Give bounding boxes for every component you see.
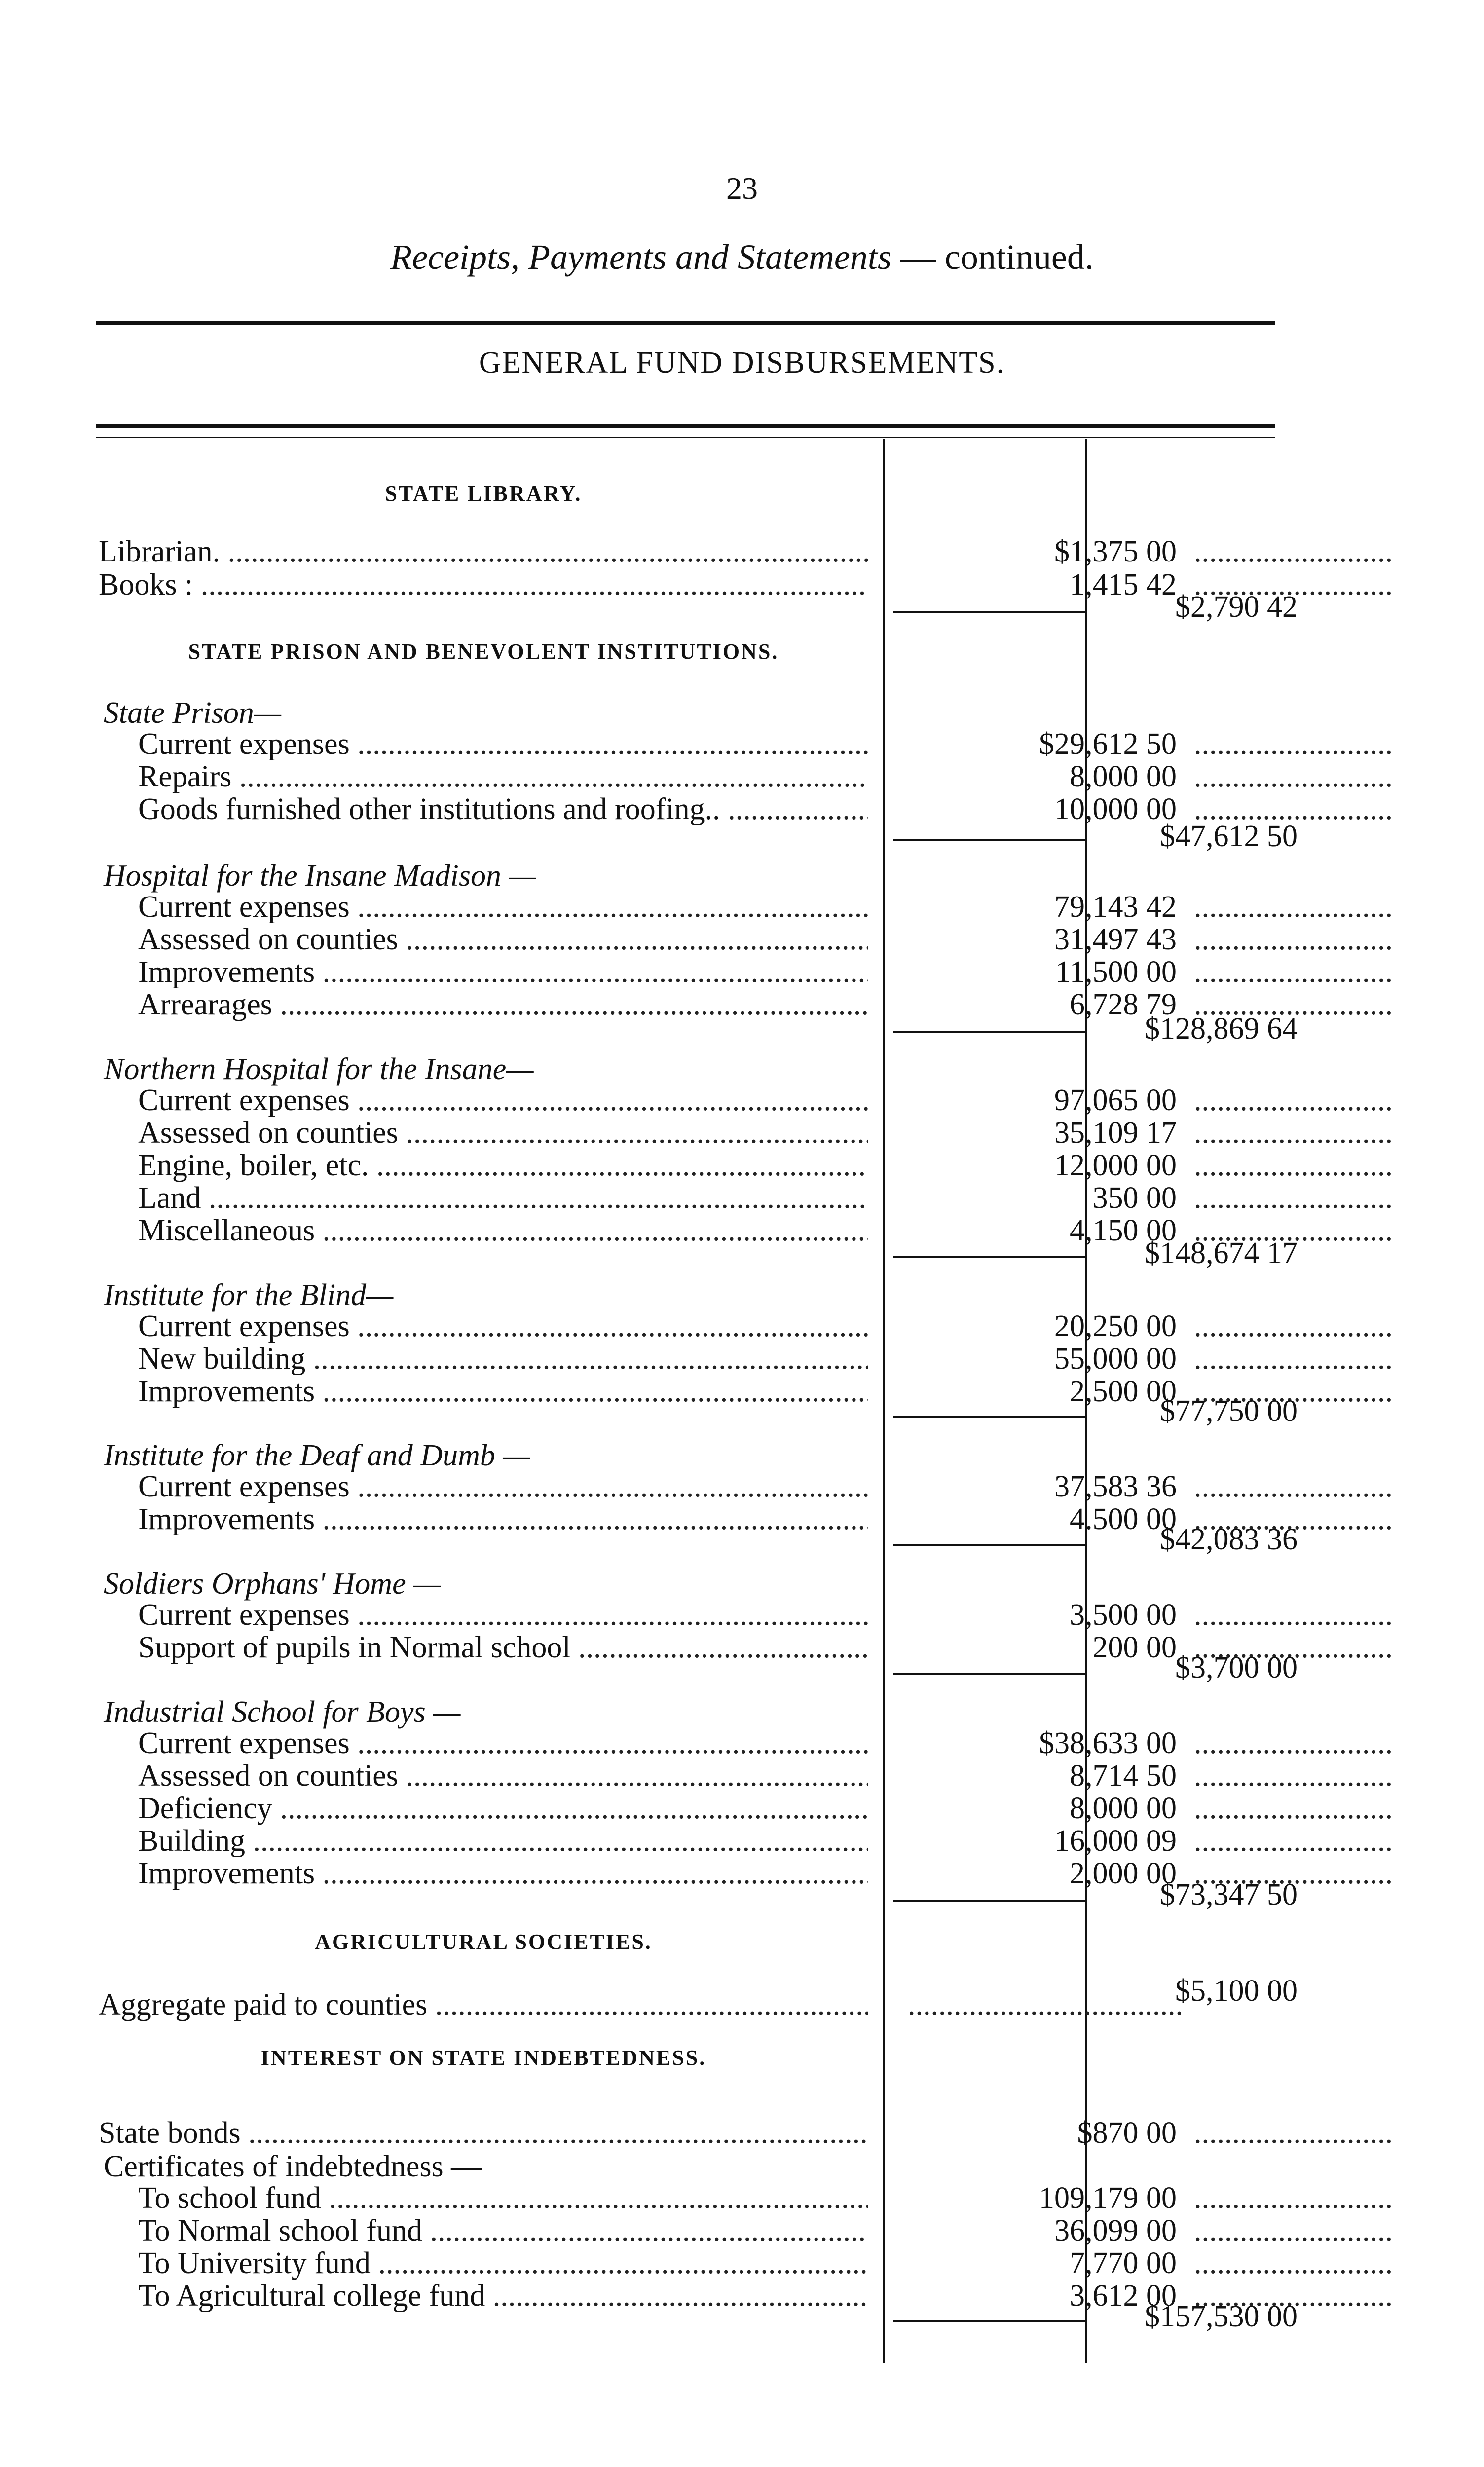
row-label: To Agricultural college fund .....: [138, 2280, 868, 2312]
table-row: [99, 1792, 1302, 1825]
row-label: Miscellaneous .....: [138, 1214, 868, 1247]
row-label: Current expenses .....: [138, 1084, 868, 1117]
row-label: Current expenses .....: [138, 1470, 868, 1503]
leader-dots: [1194, 2214, 1391, 2247]
table-row: [99, 1182, 1302, 1214]
section-total: $148,674 17: [1145, 1236, 1298, 1270]
rule-top: [96, 321, 1275, 325]
group-heading: Industrial School for Boys —: [104, 1695, 461, 1729]
table-row: [99, 1759, 1302, 1792]
leader-dots: [1194, 1149, 1391, 1182]
table-row: [99, 1825, 1302, 1857]
row-amount: $38,633 00: [1039, 1726, 1177, 1760]
row-amount: 31,497 43: [1054, 923, 1177, 956]
row-label: Arrearages .....: [138, 988, 868, 1021]
group-heading: State Prison—: [104, 696, 281, 730]
row-label: Assessed on counties .....: [138, 1759, 868, 1792]
table-row: [99, 891, 1302, 923]
row-amount: 12,000 00: [1054, 1149, 1177, 1182]
row-amount: 7,770 00: [1070, 2246, 1177, 2280]
row-label: Improvements .....: [138, 1857, 868, 1890]
leader-dots: [1194, 923, 1391, 956]
row-label: Assessed on counties .....: [138, 923, 868, 956]
leader-dots: [1194, 1759, 1391, 1792]
group-heading: Northern Hospital for the Insane—: [104, 1052, 534, 1086]
table-row: [99, 760, 1302, 793]
row-amount: 10,000 00: [1054, 792, 1177, 826]
leader-dots: [1194, 1470, 1391, 1503]
row-amount: $870 00: [1077, 2116, 1177, 2150]
leader-dots: [1194, 1343, 1391, 1375]
leader-dots: [1194, 891, 1391, 923]
table-row: [99, 1117, 1302, 1149]
section-total: $3,700 00: [1175, 1651, 1298, 1684]
section-total: $128,869 64: [1145, 1012, 1298, 1046]
section-heading-agricultural: AGRICULTURAL SOCIETIES.: [315, 1930, 652, 1954]
table-row: [99, 1084, 1302, 1117]
row-label: To Normal school fund .....: [138, 2214, 868, 2247]
running-head-suffix: — continued.: [891, 237, 1094, 277]
rule-double-thin: [96, 437, 1275, 438]
row-label: Goods furnished other institutions and roofing.. .....: [138, 793, 868, 825]
leader-dots: [1194, 956, 1391, 988]
row-amount: 1,415 42: [1070, 568, 1177, 601]
table-row: [99, 1470, 1302, 1503]
section-total: $2,790 42: [1175, 590, 1298, 624]
row-amount: 11,500 00: [1055, 955, 1177, 989]
row-label: Support of pupils in Normal school .....: [138, 1631, 868, 1664]
section-heading-interest: INTEREST ON STATE INDEBTEDNESS.: [260, 2046, 706, 2070]
row-amount: 2,500 00: [1070, 1375, 1177, 1408]
row-amount: 79,143 42: [1054, 890, 1177, 924]
row-amount: 200 00: [1092, 1631, 1177, 1664]
row-amount: 35,109 17: [1054, 1116, 1177, 1150]
row-amount: 8,714 50: [1070, 1759, 1177, 1793]
row-amount: 4.500 00: [1070, 1502, 1177, 1536]
group-heading: Institute for the Deaf and Dumb —: [104, 1439, 530, 1472]
row-amount: 2,000 00: [1070, 1857, 1177, 1890]
row-amount: 8,000 00: [1070, 1792, 1177, 1825]
leader-dots: [1194, 1117, 1391, 1149]
group-heading: Certificates of indebtedness —: [104, 2150, 482, 2183]
row-label: Books : .....: [99, 568, 868, 601]
row-amount: 36,099 00: [1054, 2214, 1177, 2247]
section-total: $77,750 00: [1160, 1394, 1298, 1428]
table-row: [99, 1727, 1302, 1759]
section-heading-library: STATE LIBRARY.: [385, 482, 582, 506]
table-row: [99, 956, 1302, 988]
row-amount: 109,179 00: [1039, 2181, 1177, 2215]
group-heading: Hospital for the Insane Madison —: [104, 859, 536, 893]
row-label: Repairs .....: [138, 760, 868, 793]
leader-dots: [1194, 1084, 1391, 1117]
row-amount: 350 00: [1092, 1181, 1177, 1215]
table-row: [99, 2247, 1302, 2280]
row-label: Aggregate paid to counties .....: [99, 1988, 868, 2021]
leader-dots: [1194, 1825, 1391, 1857]
row-label: Current expenses .....: [138, 1727, 868, 1759]
leader-dots: [1194, 1792, 1391, 1825]
leader-dots: [1194, 760, 1391, 793]
row-label: Improvements .....: [138, 1503, 868, 1535]
row-label: State bonds .....: [99, 2117, 868, 2149]
page-title: GENERAL FUND DISBURSEMENTS.: [479, 346, 1005, 379]
table-row: [99, 1310, 1302, 1343]
row-amount-empty: ....................................: [908, 1988, 1183, 2021]
running-head: [0, 237, 1484, 278]
row-label: Building .....: [138, 1825, 868, 1857]
row-label: To University fund .....: [138, 2247, 868, 2280]
row-amount: $29,612 50: [1039, 727, 1177, 761]
row-amount: 97,065 00: [1054, 1084, 1177, 1117]
row-amount: 6,728 79: [1070, 988, 1177, 1021]
row-label: Deficiency .....: [138, 1792, 868, 1825]
row-label: Assessed on counties .....: [138, 1117, 868, 1149]
table-row: [99, 728, 1302, 760]
row-label: Improvements .....: [138, 956, 868, 988]
section-total: $73,347 50: [1160, 1878, 1298, 1911]
row-amount: 16,000 09: [1054, 1824, 1177, 1858]
row-label: To school fund .....: [138, 2182, 868, 2214]
row-label: Current expenses .....: [138, 728, 868, 760]
table-row: [99, 2117, 1302, 2149]
table-row: [99, 535, 1302, 568]
row-label: Current expenses .....: [138, 891, 868, 923]
leader-dots: [1194, 2117, 1391, 2149]
section-total: $5,100 00: [1175, 1974, 1298, 2008]
leader-dots: [1194, 1599, 1391, 1631]
running-head-title: Receipts, Payments and Statements: [390, 237, 891, 277]
row-amount: 37,583 36: [1054, 1470, 1177, 1503]
row-amount: 3,612 00: [1070, 2279, 1177, 2313]
row-label: Engine, boiler, etc. .....: [138, 1149, 868, 1182]
leader-dots: [1194, 1727, 1391, 1759]
section-total: $47,612 50: [1160, 820, 1298, 853]
section-total: $157,530 00: [1145, 2300, 1298, 2333]
table-row: [99, 1343, 1302, 1375]
leader-dots: [1194, 728, 1391, 760]
row-label: Land .....: [138, 1182, 868, 1214]
table-row: [99, 923, 1302, 956]
row-label: Current expenses .....: [138, 1599, 868, 1631]
table-row: [99, 1149, 1302, 1182]
leader-dots: [1194, 1182, 1391, 1214]
row-label: Librarian. .....: [99, 535, 868, 568]
table-row: [99, 2182, 1302, 2214]
row-amount: $1,375 00: [1054, 535, 1177, 568]
row-label: New building .....: [138, 1343, 868, 1375]
table-row: [99, 1599, 1302, 1631]
group-heading: Institute for the Blind—: [104, 1278, 394, 1312]
row-amount: 8,000 00: [1070, 760, 1177, 793]
leader-dots: [1194, 535, 1391, 568]
row-label: Improvements .....: [138, 1375, 868, 1408]
leader-dots: [1194, 1310, 1391, 1343]
group-heading: Soldiers Orphans' Home —: [104, 1567, 441, 1601]
row-amount: 55,000 00: [1054, 1342, 1177, 1376]
page-number: 23: [726, 171, 758, 206]
row-amount: 4,150 00: [1070, 1214, 1177, 1247]
rule-double: [96, 424, 1275, 428]
section-total: $42,083 36: [1160, 1523, 1298, 1556]
row-amount: 20,250 00: [1054, 1309, 1177, 1343]
table-row: [99, 2214, 1302, 2247]
row-amount: 3,500 00: [1070, 1598, 1177, 1632]
row-label: Current expenses .....: [138, 1310, 868, 1343]
leader-dots: [1194, 2182, 1391, 2214]
leader-dots: [1194, 2247, 1391, 2280]
section-heading-prison: STATE PRISON AND BENEVOLENT INSTITUTIONS.: [188, 639, 779, 664]
